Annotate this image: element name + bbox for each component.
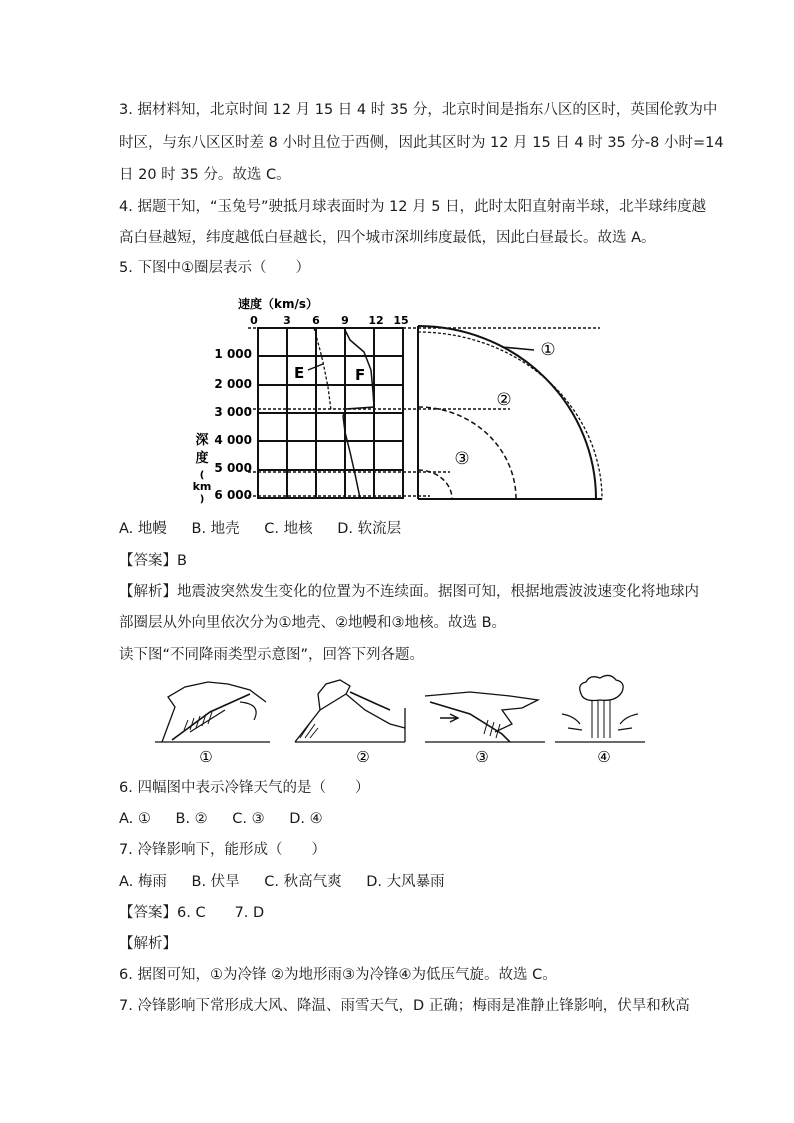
q6-q7-explanation-heading: 【解析】 [119, 936, 177, 952]
q6-stem: 6. 四幅图中表示冷锋天气的是（ ） [119, 780, 370, 796]
depth-label-5: ) [199, 494, 205, 505]
q7-option-a[interactable]: A. 梅雨 [119, 874, 167, 890]
q6-options [119, 809, 343, 829]
q4-line-1: 4. 据题干知，“玉兔号”驶抵月球表面时为 12 月 5 日，此时太阳直射南半球，北半球纬度越 [119, 199, 707, 215]
q3-line-1: 3. 据材料知，北京时间 12 月 15 日 4 时 35 分，北京时间是指东八区的区时，英国伦敦为中 [119, 102, 718, 118]
x-tick-15: 15 [393, 314, 409, 327]
q5-option-c[interactable]: C. 地核 [264, 521, 313, 537]
depth-label-1: 深 [195, 433, 209, 448]
rainfall-types-figure [150, 672, 650, 768]
q3-line-3: 日 20 时 35 分。故选 C。 [119, 167, 291, 183]
q5-option-a[interactable]: A. 地幔 [119, 521, 167, 537]
q5-explanation-2: 部圈层从外向里依次分为①地壳、②地幔和③地核。故选 B。 [119, 615, 507, 631]
q7-option-c[interactable]: C. 秋高气爽 [264, 874, 342, 890]
q7-stem: 7. 冷锋影响下，能形成（ ） [119, 842, 326, 858]
layer-label-2: ② [496, 390, 512, 410]
depth-label-3: ( [199, 470, 205, 481]
q6-option-b[interactable]: B. ② [175, 811, 208, 827]
speed-axis-label: 速度（km/s） [238, 297, 319, 311]
fig6-label-2: ② [356, 748, 370, 766]
q6-explanation: 6. 据图可知，①为冷锋 ②为地形雨③为冷锋④为低压气旋。故选 C。 [119, 967, 557, 983]
layer-label-1: ① [540, 340, 556, 360]
q5-explanation-1: 【解析】地震波突然发生变化的位置为不连续面。据图可知，根据地震波波速变化将地球内 [119, 584, 699, 600]
earth-layers-figure [190, 292, 620, 512]
fig6-label-3: ③ [475, 748, 489, 766]
cyclone-sketch [555, 675, 645, 742]
x-tick-3: 3 [283, 314, 291, 327]
y-tick-2000: 2 000 [214, 377, 252, 391]
q6-option-d[interactable]: D. ④ [289, 811, 323, 827]
fig6-label-4: ④ [597, 748, 611, 766]
q5-answer: 【答案】B [119, 553, 187, 569]
x-tick-6: 6 [312, 314, 320, 327]
y-tick-6000: 6 000 [214, 488, 252, 502]
q5-options [119, 519, 421, 539]
orographic-sketch [295, 680, 405, 742]
warm-front-sketch [425, 692, 545, 742]
q7-explanation: 7. 冷锋影响下常形成大风、降温、雨雪天气，D 正确；梅雨是准静止锋影响，伏旱和秋高 [119, 998, 690, 1014]
q7-options [119, 872, 465, 892]
y-tick-3000: 3 000 [214, 405, 252, 419]
q6-q7-answer: 【答案】6. C 7. D [119, 905, 265, 921]
q3-line-2: 时区，与东八区区时差 8 小时且位于西侧，因此其区时为 12 月 15 日 4 时 35 分-8 小时=14 [119, 135, 724, 151]
y-tick-1000: 1 000 [214, 347, 252, 361]
depth-label-4: km [192, 480, 212, 493]
q5-option-d[interactable]: D. 软流层 [337, 521, 402, 537]
q7-option-d[interactable]: D. 大风暴雨 [366, 874, 445, 890]
q5-stem: 5. 下图中①圈层表示（ ） [119, 260, 310, 276]
x-tick-12: 12 [368, 314, 384, 327]
wave-f-label: F [355, 366, 366, 384]
y-tick-5000: 5 000 [214, 461, 252, 475]
y-tick-4000: 4 000 [214, 433, 252, 447]
x-tick-9: 9 [341, 314, 349, 327]
read-figure-prompt: 读下图“不同降雨类型示意图”，回答下列各题。 [119, 647, 425, 663]
x-tick-0: 0 [250, 314, 258, 327]
layer-label-3: ③ [454, 449, 470, 469]
q7-option-b[interactable]: B. 伏旱 [191, 874, 240, 890]
cold-front-sketch [155, 682, 270, 742]
wave-e-label: E [294, 364, 305, 382]
fig6-label-1: ① [199, 748, 213, 766]
q6-option-a[interactable]: A. ① [119, 811, 151, 827]
q6-option-c[interactable]: C. ③ [232, 811, 265, 827]
depth-label-2: 度 [195, 451, 209, 466]
q5-option-b[interactable]: B. 地壳 [191, 521, 240, 537]
q4-line-2: 高白昼越短，纬度越低白昼越长，四个城市深圳纬度最低，因此白昼最长。故选 A。 [119, 230, 656, 246]
